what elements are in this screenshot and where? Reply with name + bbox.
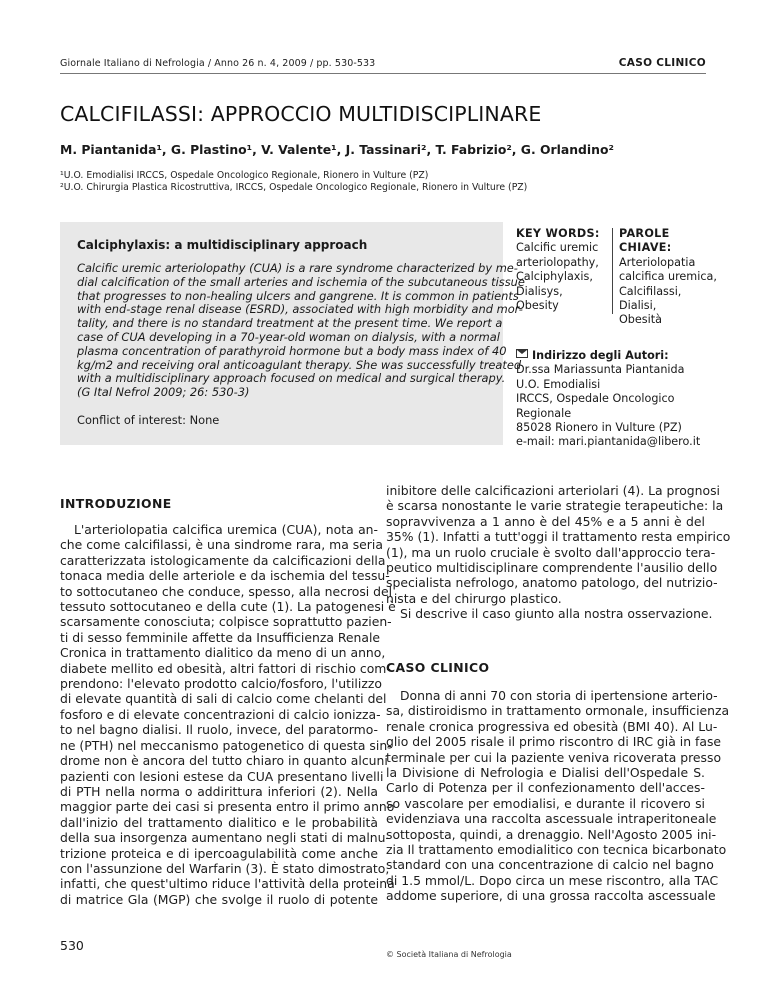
text-line: fosforo e di elevate concentrazioni di calcio ionizza- <box>60 706 381 722</box>
text-line: Carlo di Potenza per il confezionamento dell'acces- <box>386 780 705 796</box>
abstract-citation: (G Ital Nefrol 2009; 26: 530-3) <box>77 385 250 400</box>
address-line: U.O. Emodialisi <box>516 377 601 391</box>
keyword: Calcifilassi, <box>619 284 682 298</box>
abstract-text <box>77 261 525 400</box>
text-line: L'arteriolopatia calcifica uremica (CUA), nota an- <box>74 522 378 537</box>
text-line: evidenziava una raccolta ascessuale intraperitoneale <box>386 811 717 827</box>
text-line: nista e del chirurgo plastico. <box>386 590 562 606</box>
text-line: tonaca media delle arteriole e da ischemia del tessu- <box>60 568 390 584</box>
header-rule <box>60 73 706 74</box>
text-line: scarsamente conosciuta; colpisce soprattutto pazien- <box>60 614 392 630</box>
journal-header: Giornale Italiano di Nefrologia / Anno 26 n. 4, 2009 / pp. 530-533 <box>60 58 376 69</box>
text-line: to nel bagno dialisi. Il ruolo, invece, del paratormo- <box>60 722 378 738</box>
keywords-divider <box>612 228 613 314</box>
parole-chiave-heading: PAROLE CHIAVE: <box>619 227 672 255</box>
text-line: addome superiore, di una grossa raccolta ascessuale <box>386 888 716 904</box>
text-line: Donna di anni 70 con storia di ipertensione arterio- <box>400 688 718 703</box>
text-line: ne (PTH) nel meccanismo patogenetico di questa sin- <box>60 737 392 753</box>
text-line: zia Il trattamento emodialitico con tecnica bicarbonato <box>386 842 727 858</box>
address-line: Dr.ssa Mariassunta Piantanida <box>516 363 685 377</box>
keyword: Calciphylaxis, <box>516 270 593 284</box>
case-heading: CASO CLINICO <box>386 660 490 675</box>
abstract-line: with a multidisciplinary approach focused on medical and surgical therapy. <box>77 371 506 386</box>
copyright-footer: © Società Italiana di Nefrologia <box>386 950 512 959</box>
text-line: della sua insorgenza aumentano negli stati di malnu- <box>60 830 390 846</box>
email-link[interactable]: e-mail: mari.piantanida@libero.it <box>516 435 701 449</box>
section-label: CASO CLINICO <box>618 57 706 69</box>
keyword: Arteriolopatia <box>619 255 696 269</box>
text-line: sottoposta, quindi, a drenaggio. Nell'Agosto 2005 ini- <box>386 826 717 842</box>
author-list: M. Piantanida¹, G. Plastino¹, V. Valente¹, J. Tassinari², T. Fabrizio², G. Orlandino² <box>60 142 614 157</box>
abstract-line: with end-stage renal disease (ESRD), associated with high morbidity and mor- <box>77 302 523 317</box>
text-line: (1), ma un ruolo cruciale è svolto dall'approccio tera- <box>386 544 716 560</box>
text-line: diabete mellito ed obesità, altri fattori di rischio com- <box>60 660 391 676</box>
text-line: sopravvivenza a 1 anno è del 45% e a 5 anni è del <box>386 513 705 529</box>
intro-body <box>60 522 396 907</box>
keyword: Calcific uremic <box>516 241 599 255</box>
text-line: è scarsa nonostante le varie strategie terapeutiche: la <box>386 498 724 514</box>
affiliation-2: ²U.O. Chirurgia Plastica Ricostruttiva, IRCCS, Ospedale Oncologico Regionale, Rionero in Vulture (PZ) <box>60 182 528 193</box>
text-line: la Divisione di Nefrologia e Dialisi dell'Ospedale S. <box>386 765 705 781</box>
abstract-line: dial calcification of the small arteries and ischemia of the subcutaneous tissue <box>77 274 525 289</box>
text-line: di elevate quantità di sali di calcio come chelanti del <box>60 691 387 707</box>
text-line: maggior parte dei casi si presenta entro il primo anno <box>60 799 395 815</box>
abstract-line: case of CUA developing in a 70-year-old woman on dialysis, with a normal <box>77 329 500 344</box>
keywords-english <box>516 227 610 313</box>
text-line: di matrice Gla (MGP) che svolge il ruolo di potente <box>60 891 378 907</box>
abstract-line: that progresses to non-healing ulcers and gangrene. It is common in patients <box>77 288 519 303</box>
address-line: IRCCS, Ospedale Oncologico <box>516 392 675 406</box>
text-line: con l'assunzione del Warfarin (3). È stato dimostrato, <box>60 860 390 876</box>
abstract-line: tality, and there is no standard treatment at the present time. We report a <box>77 316 503 331</box>
text-line: tessuto sottocutaneo e della cute (1). La patogenesi è <box>60 599 396 615</box>
text-line: 35% (1). Infatti a tutt'oggi il trattamento resta empirico <box>386 529 731 545</box>
case-body <box>386 688 730 904</box>
affiliation-1: ¹U.O. Emodialisi IRCCS, Ospedale Oncologico Regionale, Rionero in Vulture (PZ) <box>60 170 429 181</box>
text-line: glio del 2005 risale il primo riscontro di IRC già in fase <box>386 734 722 750</box>
text-line: dall'inizio del trattamento dialitico e le probabilità <box>60 814 378 830</box>
intro-continued <box>386 483 731 622</box>
text-line: che come calcifilassi, è una sindrome rara, ma seria <box>60 537 383 553</box>
text-line: trizione proteica e di ipercoagulabilità come anche <box>60 845 378 861</box>
address-line: Regionale <box>516 406 572 420</box>
text-line: to sottocutaneo che conduce, spesso, alla necrosi del <box>60 583 393 599</box>
keyword: arteriolopathy, <box>516 255 599 269</box>
text-line: specialista nefrologo, anatomo patologo, del nutrizio- <box>386 575 718 591</box>
text-line: Cronica in trattamento dialitico da meno di un anno, <box>60 645 386 661</box>
keyword: Dialisys, <box>516 284 563 298</box>
text-line: prendono: l'elevato prodotto calcio/fosforo, l'utilizzo <box>60 676 382 692</box>
conflict-of-interest: Conflict of interest: None <box>77 413 220 427</box>
article-title: CALCIFILASSI: APPROCCIO MULTIDISCIPLINARE <box>60 102 542 126</box>
address-line: 85028 Rionero in Vulture (PZ) <box>516 421 682 435</box>
text-line: inibitore delle calcificazioni arteriolari (4). La prognosi <box>386 483 721 498</box>
page-number: 530 <box>60 938 84 953</box>
text-line: terminale per cui la paziente veniva ricoverata presso <box>386 749 722 765</box>
author-address <box>516 349 700 450</box>
keyword: calcifica uremica, <box>619 270 717 284</box>
keyword: Obesity <box>516 299 559 313</box>
text-line: di 1.5 mmol/L. Dopo circa un mese riscontro, alla TAC <box>386 872 719 888</box>
text-line: sa, distiroidismo in trattamento ormonale, insufficienza <box>386 703 730 719</box>
keywords-italian <box>619 227 719 328</box>
text-line: pazienti con lesioni estese da CUA presentano livelli <box>60 768 384 784</box>
keyword: Dialisi, <box>619 299 657 313</box>
text-line: drome non è ancora del tutto chiaro in quanto alcuni <box>60 753 388 769</box>
text-line: Si descrive il caso giunto alla nostra osservazione. <box>400 606 713 622</box>
text-line: di PTH nella norma o addirittura inferiori (2). Nella <box>60 783 378 799</box>
text-line: caratterizzata istologicamente da calcificazioni della <box>60 552 386 568</box>
text-line: renale cronica progressiva ed obesità (BMI 40). Al Lu- <box>386 718 718 734</box>
text-line: standard con una concentrazione di calcio nel bagno <box>386 857 714 873</box>
abstract-line: Calcific uremic arteriolopathy (CUA) is a rare syndrome characterized by me- <box>77 261 518 275</box>
text-line: peutico multidisciplinare comprendente l'ausilio dello <box>386 560 718 576</box>
envelope-icon <box>516 349 528 358</box>
text-line: so vascolare per emodialisi, e durante il ricovero si <box>386 795 705 811</box>
abstract-title: Calciphylaxis: a multidisciplinary approach <box>77 238 368 252</box>
keyword: Obesità <box>619 313 662 327</box>
abstract-line: plasma concentration of parathyroid hormone but a body mass index of 40 <box>77 343 507 358</box>
text-line: infatti, che quest'ultimo riduce l'attività della proteina <box>60 876 395 892</box>
keywords-heading: KEY WORDS: <box>516 227 600 240</box>
address-heading: Indirizzo degli Autori: <box>532 349 669 362</box>
intro-heading: INTRODUZIONE <box>60 496 172 511</box>
text-line: ti di sesso femminile affette da Insufficienza Renale <box>60 629 381 645</box>
abstract-line: kg/m2 and receiving oral anticoagulant therapy. She was successfully treated <box>77 357 522 372</box>
